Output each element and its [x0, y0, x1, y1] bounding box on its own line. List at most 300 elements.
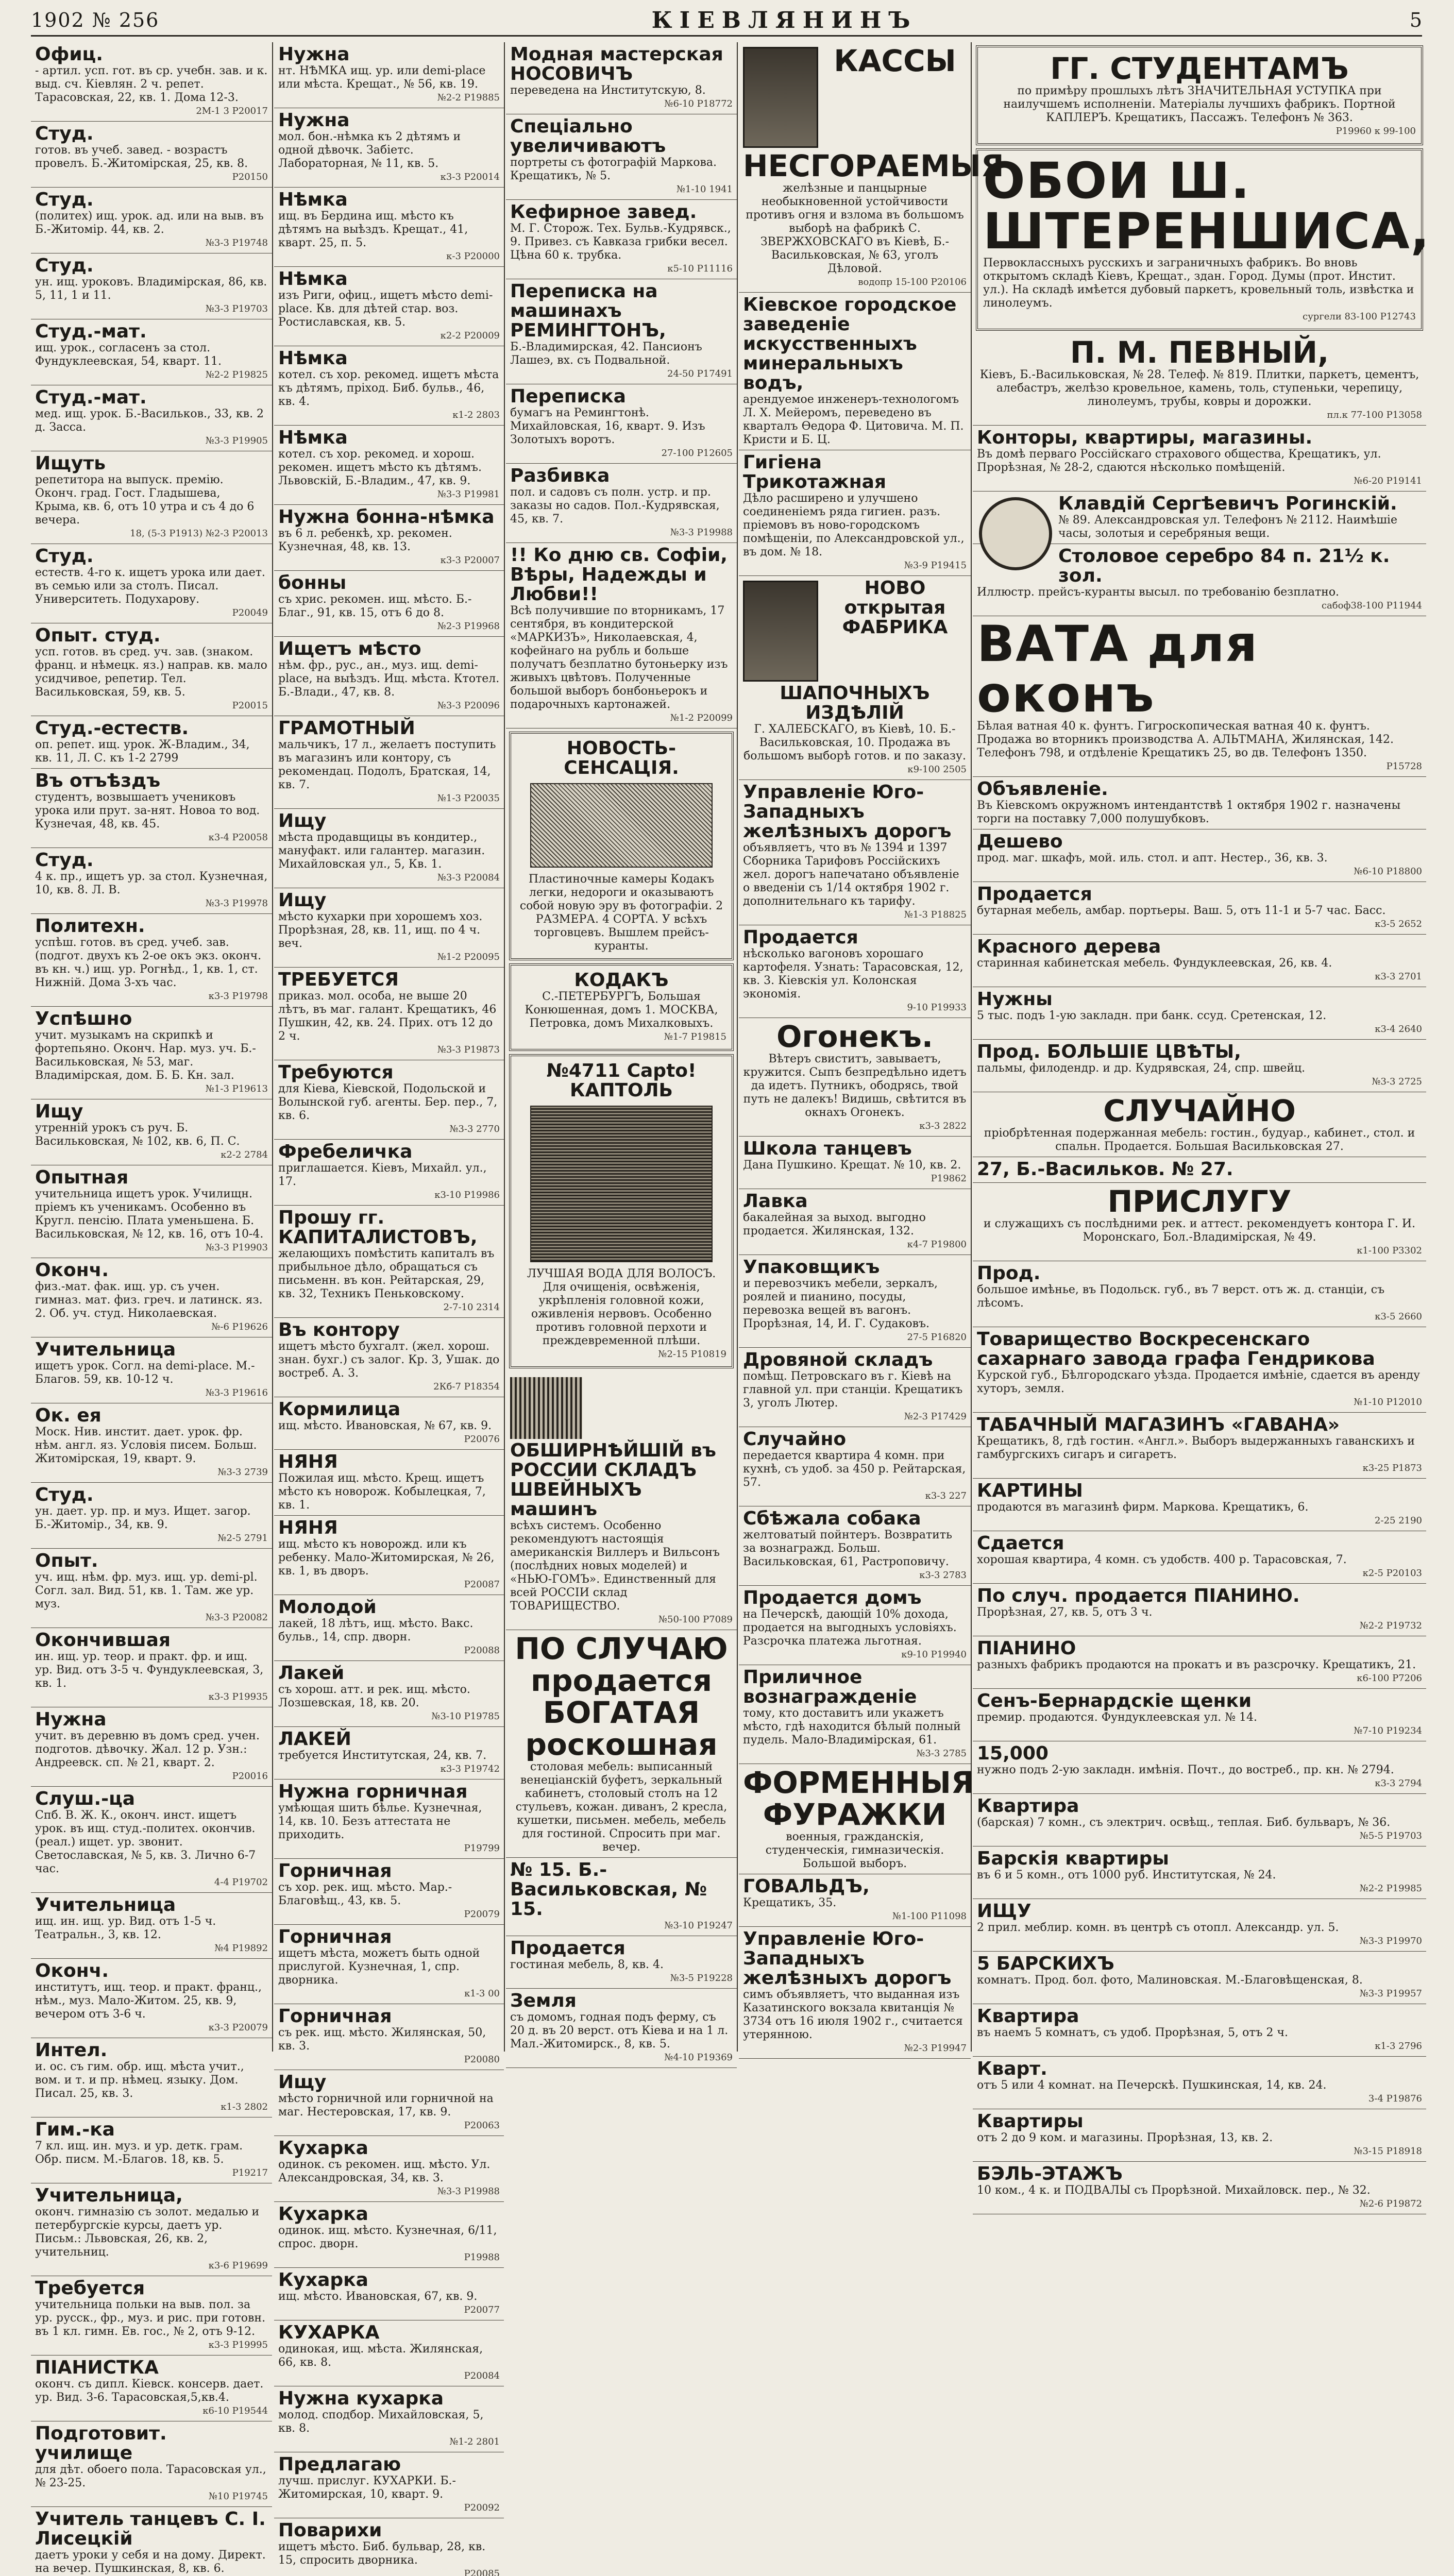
classified-ad [506, 279, 737, 384]
ad-body: мѣсто кухарки при хорошемъ хоз. Прорѣзная, 28, кв. 11, ищ. по 4 ч. веч. [278, 910, 483, 950]
ad-body: С.-ПЕТЕРБУРГЪ, Большая Конюшенная, домъ 1. МОСКВА, Петровка, домъ Михалковыхъ. [525, 990, 718, 1030]
ad-reference-code: №4 Р19892 [214, 1943, 268, 1954]
ad-headline: Офиц. [35, 44, 103, 65]
ad-headline: Случайно [743, 1429, 847, 1450]
ad-headline: Опыт. [35, 1550, 98, 1571]
classified-ad [274, 2452, 504, 2518]
ad-body: ищ. мѣсто къ новорожд. или къ ребенку. Мало-Житомирская, № 26, кв. 1, въ дворъ. [278, 1538, 495, 1578]
ad-headline: ОБШИРНѢЙШІЙ въ РОССИИ СКЛАДЪ ШВЕЙНЫХЪ машинъ [510, 1440, 716, 1520]
ad-reference-code: Р20063 [464, 2120, 500, 2131]
ad-reference-code: 3-4 Р19876 [1368, 2093, 1422, 2104]
classified-ad [31, 122, 272, 188]
ad-headline: Сенъ-Бернардскіе щенки [977, 1690, 1252, 1711]
ad-headline: Квартира [977, 2006, 1079, 2027]
classified-ad [973, 1183, 1426, 1261]
classified-ad [274, 1318, 504, 1397]
ad-body: усп. готов. въ сред. уч. зав. (знаком. франц. и нѣмецк. яз.) направ. кв. мало усидчивое, репетир. Тел. Васильковская, 59, кв. 5. [35, 646, 267, 699]
ad-headline: Требуются [278, 1062, 394, 1083]
ad-body: ищ. мѣсто. Ивановская, № 67, кв. 9. [278, 1419, 492, 1432]
classified-ad [973, 1092, 1426, 1157]
classified-ad [31, 1165, 272, 1258]
ad-body: ищ. мѣсто. Ивановская, 67, кв. 9. [278, 2290, 478, 2303]
ad-body: гостиная мебель, 8, кв. 4. [510, 1958, 664, 1971]
ad-headline: Объявленіе. [977, 778, 1108, 800]
ad-reference-code: №1-7 Р19815 [664, 1031, 726, 1042]
ad-reference-code: №1-3 Р19613 [205, 1083, 268, 1094]
ad-reference-code: №3-3 Р19988 [670, 527, 733, 538]
classified-ad [509, 963, 734, 1051]
ad-body: передается квартира 4 комн. при кухнѣ, съ удоб. за 450 р. Рейтарская, 57. [743, 1449, 966, 1489]
ad-headline: НОВОСТЬ-СЕНСАЦІЯ. [564, 738, 679, 778]
ad-reference-code: к3-3 Р20007 [440, 555, 500, 566]
ad-headline: Земля [510, 1990, 577, 2011]
ad-reference-code: 4-4 Р19702 [214, 1877, 268, 1888]
ad-reference-code: к2-5 Р20103 [1362, 1568, 1422, 1579]
ad-reference-code: к3-3 Р19995 [208, 2340, 268, 2350]
ad-body: Первоклассныхъ русскихъ и заграничныхъ фабрикъ. Во вновь открытомъ складѣ Кіевъ, Крещат., здан. Город. Думы (прот. Инстит. ул.). На складѣ имѣется дубовый паркетъ, кровельный толь, извѣстка и линолеумъ. [983, 257, 1414, 310]
ad-body: бутарная мебель, амбар. портьеры. Ваш. 5, отъ 11-1 и 5-7 час. Басс. [977, 904, 1386, 917]
ad-reference-code: к3-3 Р19935 [208, 1691, 268, 1702]
classified-ad [31, 1483, 272, 1549]
ad-reference-code: к3-3 2701 [1375, 971, 1422, 982]
classified-ad [274, 1450, 504, 1516]
ad-reference-code: №2-2 Р19825 [205, 369, 268, 380]
classified-ad [973, 334, 1426, 426]
ad-body: ин. ищ. ур. теор. и практ. фр. и ищ. ур. Вид. отъ 3-5 ч. Фундуклеевская, 3, кв. 1. [35, 1650, 264, 1690]
ad-body: желтоватый пойнтеръ. Возвратить за вознагражд. Больш. Васильковская, 61, Растроповичу. [743, 1529, 952, 1568]
ad-reference-code: 9-10 Р19933 [907, 1002, 967, 1013]
ad-body: мѣсто горничной или горничной на маг. Нестеровская, 17, кв. 9. [278, 2092, 494, 2119]
ad-reference-code: №3-3 Р19873 [437, 1044, 500, 1055]
ad-body: приглашается. Кіевъ, Михайл. ул., 17. [278, 1162, 487, 1188]
classified-ad [973, 616, 1426, 777]
ad-body: прод. маг. шкафъ, мой. иль. стол. и апт. Нестер., 36, кв. 3. [977, 852, 1328, 865]
ad-headline: Кухарка [278, 2269, 368, 2291]
classified-ad [31, 1337, 272, 1403]
ad-headline: Гим.-ка [35, 2119, 115, 2140]
classified-ad [739, 1348, 971, 1427]
ad-body: Г. ХАЛЕБСКАГО, въ Кіевѣ, 10. Б.-Васильковская, 10. Продажа въ большомъ выборѣ готов. и по заказу. [743, 723, 966, 762]
ad-headline: Клавдій Сергѣевичъ Рогинскій. [1058, 493, 1397, 514]
ad-reference-code: к1-3 2802 [221, 2102, 268, 2112]
ad-body: успѣш. готов. въ сред. учеб. зав. (подгот. двухъ къ 2-ое окъ экз. оконч. въ кн. ч.) ищ. ур. Рогнѣд., 1, кв. 1, ст. Нижній. Дома 3-хъ час. [35, 936, 262, 989]
classified-ad [973, 1261, 1426, 1327]
classified-ad [274, 1661, 504, 1727]
ad-reference-code: к1-3 00 [464, 1988, 500, 1999]
ad-body: физ.-мат. фак. ищ. ур. съ учен. гимназ. мат. физ. греч. и латинск. яз. 2. Об. уч. студ. Николаевская. [35, 1280, 263, 1320]
ad-headline: Интел. [35, 2040, 108, 2061]
ad-headline: Ищу [278, 810, 327, 832]
ad-headline: Кормилица [278, 1399, 401, 1420]
ad-headline: Квартира [977, 1795, 1079, 1817]
ad-body: мед. ищ. урок. Б.-Васильков., 33, кв. 2 д. Засса. [35, 408, 264, 434]
ad-body: съ хор. рек. ищ. мѣсто. Мар.-Благовѣщ., 43, кв. 5. [278, 1881, 452, 1907]
ad-body: мѣста продавщицы въ кондитер., мануфакт. или галантер. магазин. Михайловская ул., 5, Кв. 1. [278, 831, 485, 871]
ad-body: нт. НѢМКА ищ. ур. или demi-place или мѣста. Крещат., № 56, кв. 19. [278, 64, 486, 91]
ad-body: большое имѣнье, въ Подольск. губ., въ 7 верст. отъ ж. д. станціи, съ лѣсомъ. [977, 1283, 1385, 1310]
ad-headline: Молодой [278, 1597, 377, 1618]
ad-body: репетитора на выпуск. премію. Оконч. град. Гост. Гладышева, Крыма, кв. 6, отъ 10 утра и съ 4 до 6 вечера. [35, 473, 255, 527]
ad-reference-code: 24-50 Р17491 [667, 368, 733, 379]
ad-headline: ТАБАЧНЫЙ МАГАЗИНЪ «ГАВАНА» [977, 1414, 1340, 1435]
classified-ad [274, 2136, 504, 2202]
classified-ad [274, 2004, 504, 2070]
classified-ad [973, 1413, 1426, 1479]
ad-reference-code: к3-4 2640 [1375, 1024, 1422, 1035]
newspaper-title: КІЕВЛЯНИНЪ [651, 7, 918, 33]
classified-ad [973, 1794, 1426, 1846]
page-number: 5 [1409, 9, 1422, 31]
ad-body: ун. дает. ур. пр. и муз. Ищет. загор. Б.-Житомір., 34, кв. 9. [35, 1505, 251, 1531]
safe-illustration [743, 47, 818, 148]
classified-ad [274, 42, 504, 108]
ad-headline: №4711 Capto! КАПТОЛЬ [546, 1060, 697, 1101]
ad-headline: Управленіе Юго-Западныхъ желѣзныхъ дорогъ [743, 1928, 952, 1989]
ad-reference-code: №7-10 Р19234 [1354, 1725, 1422, 1736]
classified-ad [506, 1989, 737, 2068]
ad-headline: Кухарка [278, 2138, 368, 2159]
ad-headline: Въ отъѣздъ [35, 770, 161, 791]
classified-ad [31, 2117, 272, 2183]
ad-headline: Нѣмка [278, 189, 348, 210]
column-5 [973, 42, 1431, 2209]
ad-body: по примѣру прошлыхъ лѣтъ ЗНАЧИТЕЛЬНАЯ УСТУПКА при наилучшемъ исполненіи. Матеріалы лучшихъ фабрикъ. Портной КАПЛЕРЪ. Крещатикъ, Пассажъ. Телефонъ № 363. [1003, 84, 1396, 124]
classified-ad [976, 148, 1431, 331]
classified-ad [31, 319, 272, 385]
ad-headline: Квартиры [977, 2111, 1084, 2132]
ad-reference-code: №1-3 Р18825 [904, 909, 967, 920]
ad-reference-code: к3-25 Р1873 [1362, 1463, 1422, 1473]
ad-headline: Студ.-естеств. [35, 718, 189, 739]
classified-ad [274, 637, 504, 716]
ad-reference-code: Р15728 [1386, 761, 1422, 772]
ad-reference-code: к3-3 2794 [1375, 1778, 1422, 1789]
column-3 [506, 42, 738, 2063]
classified-ad [31, 1893, 272, 1959]
classified-ad [31, 188, 272, 253]
ad-headline: П. М. ПЕВНЫЙ, [1070, 335, 1329, 370]
ad-body: желающихъ помѣстить капиталъ въ прибыльное дѣло, обращаться съ письменн. въ кон. Рейтарская, 29, кв. 32, Техникъ Пеньковскому. [278, 1247, 495, 1300]
ad-headline: КАССЫ НЕСГОРАЕМЫЯ [743, 43, 1004, 183]
ad-reference-code: №3-3 Р19703 [205, 303, 268, 314]
ad-body: столовая мебель: выписанный венеціанскій буфетъ, зеркальный кабинетъ, столовый столъ на 12 стульевъ, кожан. диванъ, 2 кресла, кушетки, письмен. мебель, мебель для гостиной. Спросить при маг. вечер. [515, 1760, 728, 1854]
ad-reference-code: №1-10 Р12010 [1354, 1397, 1422, 1408]
ad-body: пріобрѣтенная подержанная мебель: гостин., будуар., кабинет., стол. и спальн. Продается. Большая Васильковская 27. [984, 1127, 1415, 1153]
ad-headline: Предлагаю [278, 2454, 401, 2475]
classified-ad [739, 1255, 971, 1348]
ad-headline: Переписка [510, 386, 626, 407]
ad-headline: СЛУЧАЙНО [1103, 1093, 1296, 1128]
ad-headline: 15,000 [977, 1743, 1049, 1764]
ad-body: пол. и садовъ съ полн. устр. и пр. заказы но садов. Пол.-Кудрявская, 45, кв. 7. [510, 486, 720, 526]
ad-reference-code: №3-3 Р19905 [205, 435, 268, 446]
ad-headline: Нужна бонна-нѣмка [278, 506, 495, 528]
classified-ad [973, 2162, 1426, 2214]
classified-ad [973, 987, 1426, 1040]
ad-headline: Лакей [278, 1663, 345, 1684]
ad-reference-code: №2-2 Р19885 [437, 92, 500, 103]
ad-body: М. Г. Сторож. Тех. Бульв.-Кудрявск., 9. Привез. съ Кавказа грибки весел. Цѣна 60 к. трубка. [510, 222, 731, 262]
ad-reference-code: Р20087 [464, 1579, 500, 1590]
ad-reference-code: сургели 83-100 Р12743 [1303, 311, 1416, 322]
ad-body: въ 6 и 5 комн., отъ 1000 руб. Институтская, № 24. [977, 1869, 1276, 1882]
ad-body: ищ. ин. ищ. ур. Вид. отъ 1-5 ч. Театральн., 3, кв. 12. [35, 1915, 216, 1941]
ad-body: въ 6 л. ребенкѣ, хр. рекомен. Кузнечная, 48, кв. 13. [278, 527, 452, 553]
ad-body: 10 ком., 4 к. и ПОДВАЛЫ съ Прорѣзной. Михайловск. пер., № 32. [977, 2184, 1371, 2197]
ad-headline: Студ. [35, 255, 94, 276]
classified-ad [274, 1780, 504, 1859]
ad-reference-code: №1-3 Р20035 [437, 793, 500, 804]
ad-body: Въ Кіевскомъ окружномъ интендантствѣ 1 октября 1902 г. назначены торги на поставку 7,000 полушубковъ. [977, 799, 1401, 825]
ad-body: для дѣт. обоего пола. Тарасовская ул., № 23-25. [35, 2463, 266, 2489]
ad-headline: Сдается [977, 1533, 1064, 1554]
ad-reference-code: №3-3 Р20084 [437, 872, 500, 883]
ad-reference-code: №3-3 Р19616 [205, 1387, 268, 1398]
ad-headline: Переписка на машинахъ РЕМИНГТОНЪ, [510, 281, 666, 341]
ad-body: объявляетъ, что въ № 1394 и 1397 Сборника Тарифовъ Россійскихъ жел. дорогъ напечатано объявленіе о введеніи съ 1/14 октября 1902 г. дополнительнаго къ тарифу. [743, 841, 959, 908]
ad-headline: ОБОИ Ш. ШТЕРЕНШИСА, [983, 152, 1431, 260]
ad-headline: Товарищество Воскресенскаго сахарнаго завода графа Гендрикова [977, 1329, 1375, 1369]
ad-body: ЛУЧШАЯ ВОДА ДЛЯ ВОЛОСЪ. Для очищенія, освѣженія, укрѣпленія головной кожи, оживленія нервовъ. Особенно противъ головной перхоти и преждевременной плѣши. [527, 1267, 716, 1347]
ad-body: Крещатикъ, 8, гдѣ гостин. «Англ.». Выборъ выдержанныхъ гаванскихъ и гамбургскихъ сигаръ и сигаретъ. [977, 1435, 1415, 1461]
ad-headline: Учительница [35, 1339, 176, 1360]
ad-body: помѣщ. Петровскаго въ г. Кіевѣ на главной ул. при станціи. Крещатикъ 3, уголъ Лютер. [743, 1370, 963, 1410]
ad-body: Прорѣзная, 27, кв. 5, отъ 3 ч. [977, 1606, 1153, 1619]
ad-headline: Студ.-мат. [35, 321, 147, 342]
classified-ad [739, 1427, 971, 1506]
ad-body: съ рек. ищ. мѣсто. Жилянская, 50, кв. 3. [278, 2026, 486, 2053]
ad-body: 5 тыс. подъ 1-ую закладн. при банк. ссуд. Сретенская, 12. [977, 1009, 1327, 1022]
ad-body: котел. съ хор. рекомед. и хорош. рекомен. ищетъ мѣсто къ дѣтямъ. Львовскій, Б.-Владим., 47, кв. 9. [278, 448, 482, 487]
ad-headline: По случ. продается ПІАНИНО. [977, 1585, 1300, 1606]
ad-headline: Учительница, [35, 2185, 183, 2206]
classified-ad [31, 716, 272, 769]
ad-reference-code: к3-5 2660 [1375, 1311, 1422, 1322]
ad-headline: Опытная [35, 1167, 129, 1188]
ad-headline: Прод. [977, 1263, 1041, 1284]
ad-headline: Конторы, квартиры, магазины. [977, 427, 1313, 448]
ad-headline: Кіевское городское заведеніе искусственныхъ минеральныхъ водъ, [743, 294, 957, 394]
ad-reference-code: №3-3 Р19903 [205, 1242, 268, 1253]
classified-ad [31, 1707, 272, 1787]
ad-reference-code: сабоф38-100 Р11944 [1321, 600, 1422, 611]
ad-reference-code: Р20077 [464, 2304, 500, 2315]
classified-ad [274, 809, 504, 888]
ad-reference-code: водопр 15-100 Р20106 [858, 277, 967, 287]
classified-ad [31, 1007, 272, 1099]
ad-headline: Студ.-мат. [35, 387, 147, 408]
ad-headline: КУХАРКА [278, 2322, 380, 2343]
ad-reference-code: №1-2 Р20095 [437, 952, 500, 962]
ad-body: Б.-Владимирская, 42. Пансионъ Лашеэ, вх. съ Подвальной. [510, 341, 702, 367]
ad-body: лучш. прислуг. КУХАРКИ. Б.-Житомирская, 10, кварт. 9. [278, 2475, 456, 2501]
ad-headline: Горничная [278, 1860, 392, 1882]
classified-ad [973, 2109, 1426, 2162]
classified-ad [739, 576, 971, 780]
ad-body: комнатъ. Прод. бол. фото, Малиновская. М.-Благовѣщенская, 8. [977, 1974, 1363, 1987]
ad-headline: Политехн. [35, 916, 145, 937]
ad-headline: Требуется [35, 2278, 145, 2299]
ad-body: премир. продаются. Фундуклеевская ул. № 14. [977, 1711, 1258, 1724]
ad-headline: КОДАКЪ [574, 970, 669, 991]
ad-body: ищетъ мѣсто. Биб. бульвар, 28, кв. 15, спросить дворника. [278, 2540, 486, 2567]
classified-ad [31, 2183, 272, 2276]
ad-reference-code: к9-100 2505 [907, 764, 967, 775]
ad-reference-code: к3-3 Р20014 [440, 172, 500, 182]
ad-headline: Оконч. [35, 1260, 109, 1281]
ad-body: одинокая, ищ. мѣста. Жилянская, 66, кв. 8. [278, 2343, 483, 2369]
ad-body: готов. въ учеб. завед. - возрастъ провелъ. Б.-Житомірская, 25, кв. 8. [35, 144, 248, 170]
ad-reference-code: Р19799 [464, 1843, 500, 1854]
ad-body: мол. бон.-нѣмка къ 2 дѣтямъ и одной дѣвочк. Забіетс. Лабораторная, № 11, кв. 5. [278, 130, 461, 170]
ad-reference-code: №3-10 Р19785 [431, 1711, 500, 1722]
classified-ad [274, 1397, 504, 1450]
ad-reference-code: Р19960 к 99-100 [1335, 126, 1416, 137]
classified-ad [274, 2070, 504, 2136]
ad-reference-code: №6-10 Р18800 [1354, 866, 1422, 877]
ad-body: оконч. гимназію съ золот. медалью и петербургскіе курсы, даетъ ур. Письм.: Львовская, 26, кв. 2, учительниц. [35, 2206, 260, 2259]
ad-reference-code: к3-3 227 [925, 1490, 967, 1501]
ad-body: учит. музыкамъ на скрипкѣ и фортепьяно. Оконч. Нар. муз. уч. Б.-Васильковская, № 53, маг. Владимірская, дом. Б. Б. Кн. зал. [35, 1029, 256, 1082]
ad-reference-code: №3-10 Р19247 [664, 1920, 733, 1931]
classified-ad [31, 451, 272, 544]
classified-ad [739, 1927, 971, 2059]
ad-reference-code: №3-3 Р19981 [437, 489, 500, 500]
ad-headline: Кварт. [977, 2058, 1047, 2079]
ad-headline: Ищу [278, 890, 327, 911]
ad-headline: Ищетъ мѣсто [278, 638, 421, 659]
ad-headline: Успѣшно [35, 1008, 132, 1029]
classified-ad [274, 188, 504, 267]
classified-ad [31, 1099, 272, 1165]
classified-ad [506, 1936, 737, 1989]
ad-body: и служащихъ съ послѣдними рек. и аттест. рекомендуетъ контора Г. И. Моронскаго, Бол.-Владимірская, № 49. [983, 1217, 1416, 1244]
ad-body: Кіевъ, Б.-Васильковская, № 28. Телеф. № 819. Плитки, паркетъ, цементъ, алебастръ, желѣзо кровельное, камень, толь, ступеньки, черепицу, линолеумъ, трубы, ковры и дорожки. [979, 368, 1419, 408]
ad-headline: Продается [510, 1938, 625, 1959]
ad-body: бумагъ на Ремингтонѣ. Михайловская, 16, кварт. 9. Изъ Золотыхъ воротъ. [510, 406, 705, 446]
ad-headline: Красного дерева [977, 936, 1161, 957]
ad-reference-code: к-3 Р20000 [446, 251, 500, 262]
ad-reference-code: №1-10 1941 [676, 184, 733, 195]
classified-ad [973, 777, 1426, 829]
ad-reference-code: №2-3 Р19947 [904, 2043, 967, 2054]
classified-ad [31, 1628, 272, 1707]
ad-body: даетъ уроки у себя и на дому. Директ. на вечер. Пушкинская, 8, кв. 6. [35, 2549, 266, 2575]
ad-reference-code: к3-6 Р19699 [208, 2260, 268, 2271]
classified-ad [31, 253, 272, 319]
ad-headline: Окончившая [35, 1630, 171, 1651]
ad-reference-code: к3-4 Р20058 [208, 832, 268, 843]
ad-reference-code: к3-3 2783 [919, 1570, 967, 1581]
ad-body: Пластиночные камеры Кодакъ легки, недороги и оказываютъ собой новую эру въ фотографіи. 2 РАЗМЕРА. 4 СОРТА. У всѣхъ торговцевъ. Вышлем прейсъ-куранты. [519, 873, 723, 953]
ad-headline: ИЩУ [977, 1901, 1032, 1922]
ad-reference-code: Р20085 [464, 2568, 500, 2576]
ad-body: отъ 2 до 9 ком. и магазины. Прорѣзная, 13, кв. 2. [977, 2131, 1273, 2144]
ad-headline: ФОРМЕННЫЯ ФУРАЖКИ [743, 1765, 974, 1832]
ad-body: всѣхъ системъ. Особенно рекомендуютъ настоящія американскія Виллеръ и Вильсонъ (послѣдних новых моделей) и «НЬЮ-ГОМЪ». Единственный для всей РОССІИ склад ТОВАРИЩЕСТВО. [510, 1519, 720, 1613]
sewing-illustration [510, 1377, 582, 1439]
classified-ad [739, 42, 1004, 293]
ad-reference-code: к2-2 Р20009 [440, 330, 500, 341]
ad-body: нужно подъ 2-ую закладн. имѣнія. Почт., до востреб., пр. кн. № 2794. [977, 1764, 1394, 1776]
classified-ad [31, 544, 272, 623]
ad-headline: Ищуть [35, 453, 106, 474]
ad-reference-code: к3-3 Р20079 [208, 2022, 268, 2033]
classified-ad [31, 1403, 272, 1483]
ad-body: мальчикъ, 17 л., желаетъ поступить въ магазинъ или контору, съ рекомендац. Подолъ, Братская, 14, кв. 7. [278, 738, 496, 791]
ad-headline: бонны [278, 572, 347, 594]
ad-reference-code: пл.к 77-100 Р13058 [1327, 410, 1422, 420]
ad-reference-code: №3-3 Р19970 [1359, 1936, 1422, 1946]
ad-reference-code: к3-3 2822 [919, 1121, 967, 1131]
classified-ad [973, 1327, 1426, 1413]
classified-ad [739, 1586, 971, 1665]
ad-headline: Разбивка [510, 465, 610, 486]
classified-ad [31, 1549, 272, 1628]
ad-body: ун. ищ. уроковъ. Владимірская, 86, кв. 5, 11, 1 и 11. [35, 276, 267, 302]
issue-date: 1902 № 256 [31, 9, 160, 31]
ad-reference-code: к6-100 Р7206 [1357, 1673, 1422, 1684]
ad-body: нѣм. фр., рус., ан., муз. ищ. demi-place, на выѣздъ. Ищ. мѣста. Ктотел. Б.-Влади., 47, кв. 8. [278, 659, 500, 699]
ad-reference-code: 27-100 Р12605 [661, 448, 733, 459]
column-1 [31, 42, 273, 2575]
ad-reference-code: к6-10 Р19544 [202, 2405, 268, 2416]
ad-body: 4 к. пр., ищетъ ур. за стол. Кузнечная, 10, кв. 8. Л. В. [35, 870, 268, 896]
ad-headline: Нѣмка [278, 268, 348, 290]
ad-headline: ГРАМОТНЫЙ [278, 718, 415, 739]
classified-ad [739, 450, 971, 576]
ad-headline: Нужна [278, 44, 350, 65]
ad-headline: Студ. [35, 1484, 94, 1505]
classified-ad [274, 1206, 504, 1318]
ad-reference-code: №2-3 Р17429 [904, 1411, 967, 1422]
classified-ad [274, 716, 504, 809]
clock-illustration [979, 497, 1052, 570]
ad-headline: ПРИСЛУГУ [1107, 1184, 1292, 1219]
ad-reference-code: Р20092 [464, 2502, 500, 2513]
ad-headline: Студ. [35, 850, 94, 871]
ad-reference-code: к3-10 Р19986 [434, 1190, 500, 1200]
classified-ad [506, 1371, 737, 1630]
ad-illustration [530, 783, 713, 868]
classified-ad [739, 780, 971, 925]
ad-reference-code: к3-5 2652 [1375, 919, 1422, 929]
ad-headline: Приличное вознагражденіе [743, 1667, 917, 1707]
ad-reference-code: Р19988 [464, 2252, 500, 2263]
ad-reference-code: №3-3 Р19988 [437, 2186, 500, 2197]
classified-ad [274, 888, 504, 968]
ad-headline: ЛАКЕЙ [278, 1728, 351, 1750]
column-2 [274, 42, 505, 2576]
classified-ad [274, 267, 504, 346]
ad-body: Всѣ получившие по вторникамъ, 17 сентября, въ кондитерской «МАРКИЗЪ», Николаевская, 4, кофейнаго на рубль и больше получатъ безплатно бутоньерку изъ живыхъ цвѣтовъ. Полученные большой выборъ бонбоньерокъ и подарочныхъ картонажей. [510, 604, 728, 711]
classified-ad [274, 1060, 504, 1140]
ad-headline: Управленіе Юго-Западныхъ желѣзныхъ дорогъ [743, 782, 952, 842]
classified-ad [973, 1040, 1426, 1092]
ad-reference-code: №3-3 2739 [217, 1467, 268, 1478]
ad-reference-code: к4-7 Р19800 [907, 1239, 967, 1250]
ad-body: одинок. съ рекомен. ищ. мѣсто. Ул. Александровская, 34, кв. 3. [278, 2158, 491, 2184]
classified-ad [739, 1874, 971, 1927]
safe-illustration [743, 581, 818, 682]
classified-ad [973, 1479, 1426, 1531]
ad-body: студентъ, возвышаетъ учениковъ урока или прут. за-нят. Новоа то вод. Кузнечая, 48, кв. 45. [35, 791, 260, 831]
ad-reference-code: Р19862 [931, 1173, 967, 1184]
ad-body: ищ. урок., согласенъ за стол. Фундуклеевская, 54, кварт. 11. [35, 342, 222, 368]
ad-headline: НЯНЯ [278, 1517, 338, 1538]
ad-headline: Поварихи [278, 2520, 382, 2541]
ad-reference-code: №3-3 Р20096 [437, 700, 500, 711]
